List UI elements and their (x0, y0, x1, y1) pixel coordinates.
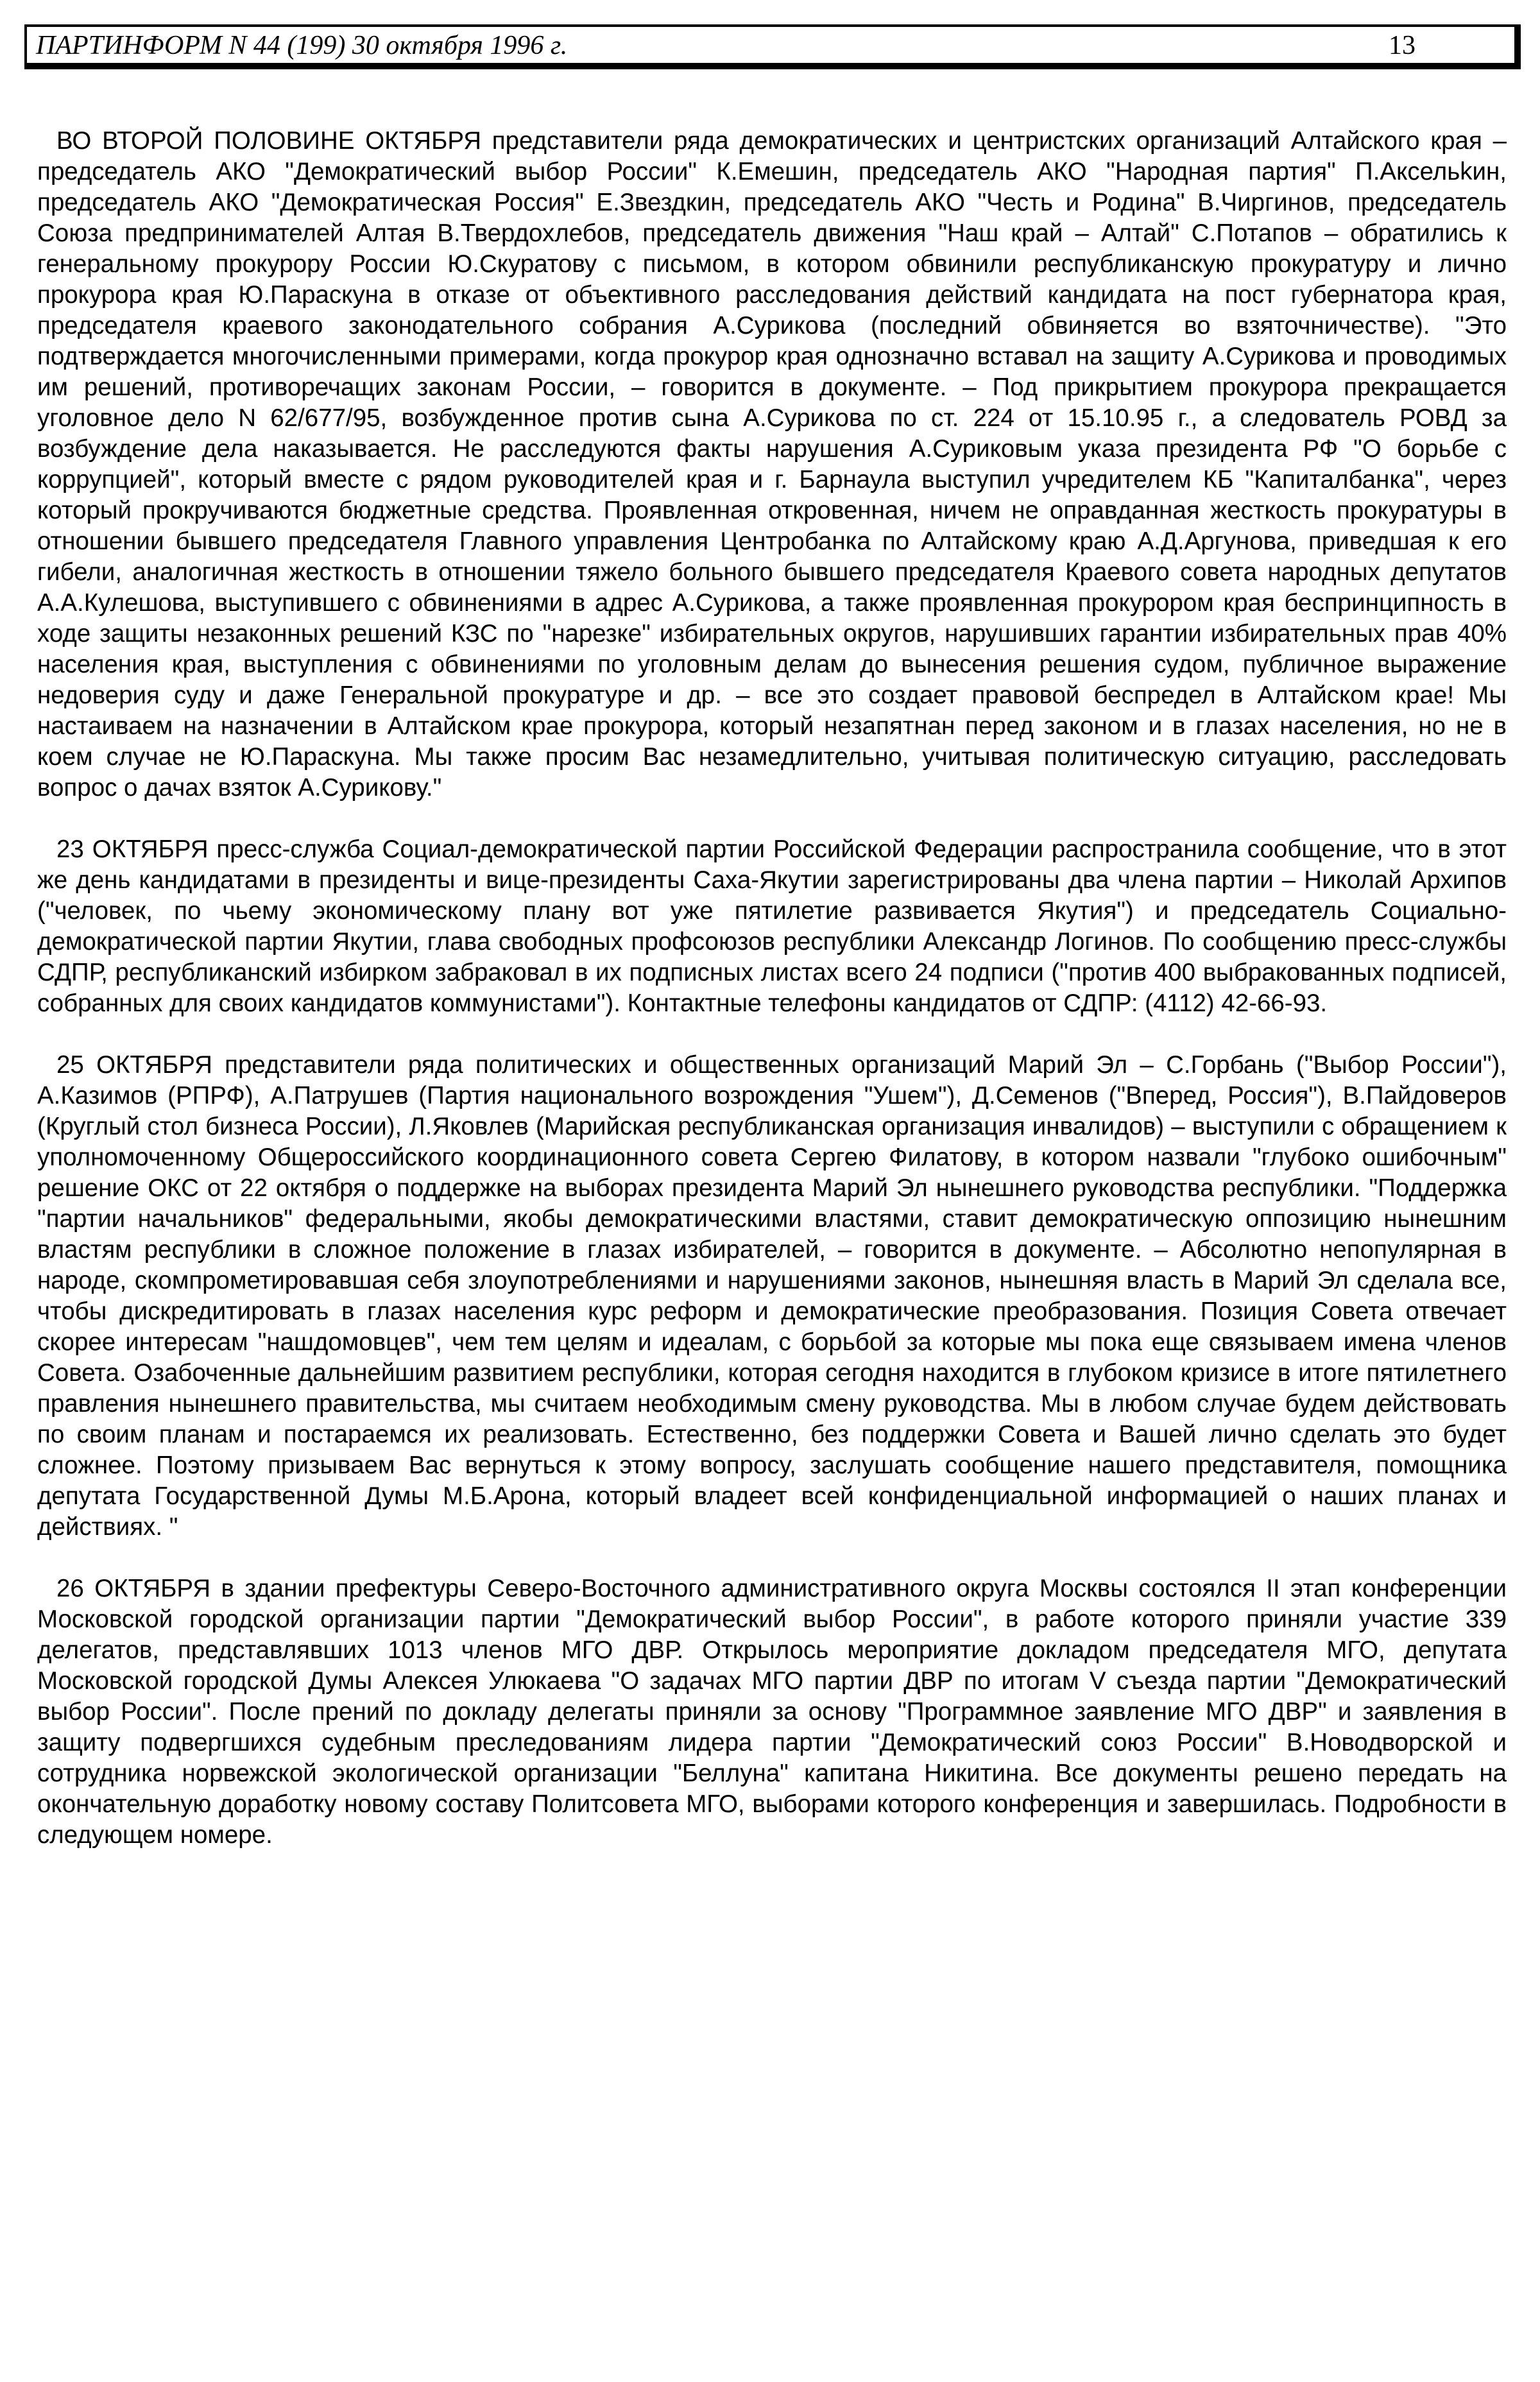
article-body (37, 126, 1507, 1881)
running-header (24, 24, 1521, 69)
publication-title: ПАРТИНФОРМ N 44 (199) 30 октября 1996 г. (36, 31, 568, 60)
paragraph-mari-el: 25 ОКТЯБРЯ представители ряда политических и общественных организаций Марий Эл – С.Горбань ("Выбор России"), А.Казимов (РПРФ), А.Патрушев (Партия национального возрождения "Ушем"), Д.Семенов ("Вперед, Россия"), В.Пайдоверов (Круглый стол бизнеса России), Л.Яковлев (Марийская республиканская организация инвалидов) – выступили с обращением к уполномоченному Общероссийского координационного совета Сергею Филатову, в котором назвали "глубоко ошибочным" решение ОКС от 22 октября о поддержке на выборах президента Марий Эл нынешнего руководства республики. "Поддержка "партии начальников" федеральными, якобы демократическими властями, ставит демократическую оппозицию нынешним властям республики в сложное положение в глазах избирателей, – говорится в документе. – Абсолютно непопулярная в народе, скомпрометировавшая себя злоупотреблениями и нарушениями законов, нынешняя власть в Марий Эл сделала все, чтобы дискредитировать в глазах населения курс реформ и демократические преобразования. Позиция Совета отвечает скорее интересам "нашдомовцев", чем тем целям и идеалам, с борьбой за которые мы пока еще связываем имена членов Совета. Озабоченные дальнейшим развитием республики, которая сегодня находится в глубоком кризисе в итоге пятилетнего правления нынешнего правительства, мы считаем необходимым смену руководства. Мы в любом случае будем действовать по своим планам и постараемся их реализовать. Естественно, без поддержки Совета и Вашей лично сделать это будет сложнее. Поэтому призываем Вас вернуться к этому вопросу, заслушать сообщение нашего представителя, помощника депутата Государственной Думы М.Б.Арона, который владеет всей конфиденциальной информацией о наших планах и действиях. " (37, 1051, 1507, 1541)
paragraph-moscow: 26 ОКТЯБРЯ в здании префектуры Северо-Восточного административного округа Москвы состоялся II этап конференции Московской городской организации партии "Демократический выбор России", в работе которого приняли участие 339 делегатов, представлявших 1013 членов МГО ДВР. Открылось мероприятие докладом председателя МГО, депутата Московской городской Думы Алексея Улюкаева "О задачах МГО партии ДВР по итогам V съезда партии "Демократический выбор России". После прений по докладу делегаты приняли за основу "Программное заявление МГО ДВР" и заявления в защиту подвергшихся судебным преследованиям лидера партии "Демократический союз России" В.Новодворской и сотрудника норвежской экологической организации "Беллуна" капитана Никитина. Все документы решено передать на окончательную доработку новому составу Политсовета МГО, выборами которого конференция и завершилась. Подробности в следующем номере. (37, 1575, 1507, 1849)
page-number: 13 (1389, 31, 1416, 60)
paragraph-yakutia: 23 ОКТЯБРЯ пресс-служба Социал-демократической партии Российской Федерации распространила сообщение, что в этот же день кандидатами в президенты и вице-президенты Саха-Якутии зарегистрированы два члена партии – Николай Архипов ("человек, по чьему экономическому плану вот уже пятилетие развивается Якутия") и председатель Социально-демократической партии Якутии, глава свободных профсоюзов республики Александр Логинов. По сообщению пресс-службы СДПР, республиканский избирком забраковал в их подписных листах всего 24 подписи ("против 400 выбракованных подписей, собранных для своих кандидатов коммунистами"). Контактные телефоны кандидатов от СДПР: (4112) 42-66-93. (37, 835, 1507, 1017)
paragraph-altai: ВО ВТОРОЙ ПОЛОВИНЕ ОКТЯБРЯ представители ряда демократических и центристских организаций Алтайского края – председатель АКО "Демократический выбор России" К.Емешин, председатель АКО "Народная партия" П.Аксельkин, председатель АКО "Демократическая Россия" Е.Звездкин, председатель АКО "Честь и Родина" В.Чиргинов, председатель Союза предпринимателей Алтая В.Твердохлебов, председатель движения "Наш край – Алтай" С.Потапов – обратились к генеральному прокурору России Ю.Скуратову с письмом, в котором обвинили республиканскую прокуратуру и лично прокурора края Ю.Параскуна в отказе от объективного расследования действий кандидата на пост губернатора края, председателя краевого законодательного собрания А.Сурикова (последний обвиняется во взяточничестве). "Это подтверждается многочисленными примерами, когда прокурор края однозначно вставал на защиту А.Сурикова и проводимых им решений, противоречащих законам России, – говорится в документе. – Под прикрытием прокурора прекращается уголовное дело N 62/677/95, возбужденное против сына А.Сурикова по ст. 224 от 15.10.95 г., а следователь РОВД за возбуждение дела наказывается. Не расследуются факты нарушения А.Суриковым указа президента РФ "О борьбе с коррупцией", который вместе с рядом руководителей края и г. Барнаула выступил учредителем КБ "Капиталбанка", через который прокручиваются бюджетные средства. Проявленная откровенная, ничем не оправданная жесткость прокуратуры в отношении бывшего председателя Главного управления Центробанка по Алтайскому краю А.Д.Аргунова, приведшая к его гибели, аналогичная жесткость в отношении тяжело больного бывшего председателя Краевого совета народных депутатов А.А.Кулешова, выступившего с обвинениями в адрес А.Сурикова, а также проявленная прокурором края беспринципность в ходе защиты незаконных решений КЗС по "нарезке" избирательных округов, нарушивших гарантии избирательных прав 40% населения края, выступления с обвинениями по уголовным делам до вынесения решения судом, публичное выражение недоверия суду и даже Генеральной прокуратуре и др. – все это создает правовой беспредел в Алтайском крае! Мы настаиваем на назначении в Алтайском крае прокурора, который незапятнан перед законом и в глазах населения, но не в коем случае не Ю.Параскуна. Мы также просим Вас незамедлительно, учитывая политическую ситуацию, расследовать вопрос о дачах взяток А.Сурикову." (37, 127, 1507, 801)
